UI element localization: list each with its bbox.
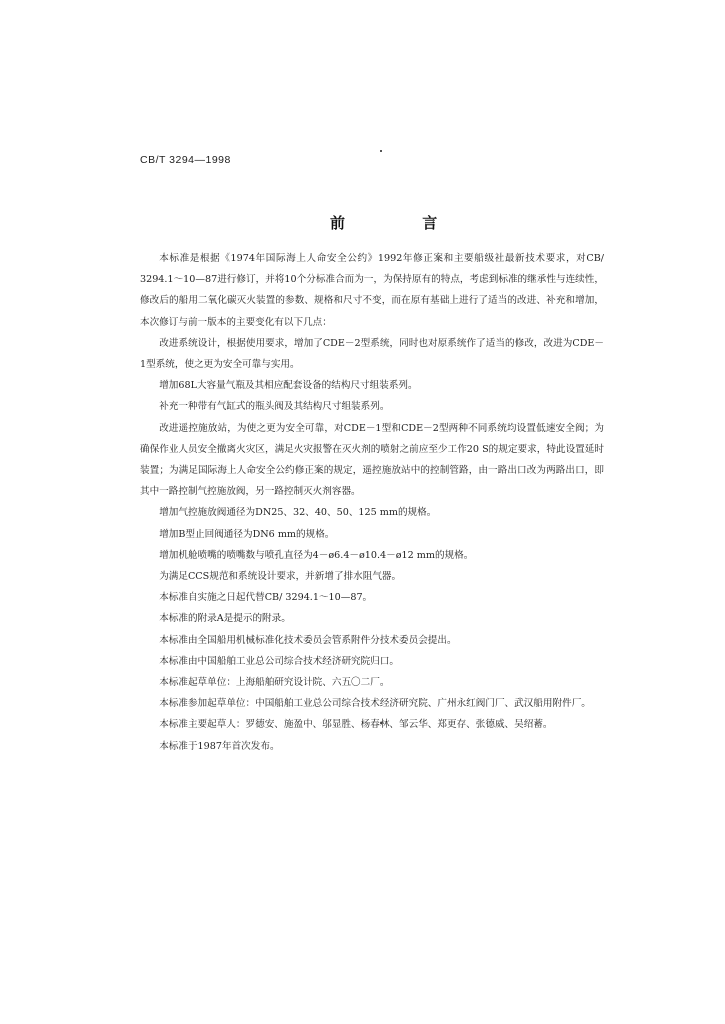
paragraph: 补充一种带有气缸式的瓶头阀及其结构尺寸组装系列。 [159, 401, 390, 413]
paragraph: 增加机舱喷嘴的喷嘴数与喷孔直径为4－ø6.4－ø10.4－ø12 mm的规格。 [159, 549, 474, 561]
paragraph: 本标准自实施之日起代替CB/ 3294.1～10—87。 [159, 592, 373, 604]
paragraph: 本标准由全国船用机械标准化技术委员会管系附件分技术委员会提出。 [159, 634, 457, 646]
paragraph: 本标准主要起草人：罗德安、施盈中、邬显胜、杨春林、邹云华、郑更存、张德威、吴绍蓄。 [159, 719, 553, 731]
paragraph: 本标准参加起草单位：中国船舶工业总公司综合技术经济研究院、广州永红阀门厂、武汉船用附件厂。 [159, 698, 591, 710]
paragraph: 本标准由中国船舶工业总公司综合技术经济研究院归口。 [159, 655, 400, 667]
paragraph: 本标准是根据《1974年国际海上人命安全公约》1992年修正案和主要船级社最新技术要求，对CB/ 3294.1～10—87进行修订，并将10个分标准合而为一，为保持原有的特点，考虑到标准的继承性与连续性，修改后的船用二氧化碳灭火装置的参数、规格和尺寸不变，而在原有基础上进行了适当的改进、补充和增加，本次修订与前一版本的主要变化有以下几点： [140, 253, 604, 328]
standard-code: CB/T 3294—1998 [140, 154, 231, 166]
paragraph: 增加B型止回阀通径为DN6 mm的规格。 [159, 528, 335, 540]
page-title: 前 言 [330, 214, 474, 232]
paragraph: 增加68L大容量气瓶及其相应配套设备的结构尺寸组装系列。 [159, 380, 418, 392]
paragraph: 本标准起草单位：上海船舶研究设计院、六五〇二厂。 [159, 677, 390, 689]
paragraph: 本标准于1987年首次发布。 [159, 740, 280, 752]
paragraph: 增加气控施放阀通径为DN25、32、40、50、125 mm的规格。 [159, 507, 437, 519]
paragraph: 改进系统设计，根据使用要求，增加了CDE－2型系统，同时也对原系统作了适当的修改，改进为CDE－1型系统，使之更为安全可靠与实用。 [140, 337, 604, 371]
preface-body [140, 248, 604, 757]
paragraph: 改进遥控施放站，为使之更为安全可靠，对CDE－1型和CDE－2型两种不同系统均设置低速安全阀；为确保作业人员安全撤离火灾区，满足火灾报警在灭火剂的喷射之前应至少工作20 S的规定要求，特此设置延时装置；为满足国际海上人命安全公约修正案的规定，遥控施放站中的控制管路，由一路出口改为两路出口，即其中一路控制气控施放阀，另一路控制灭火剂容器。 [140, 422, 604, 498]
scan-speck-top [380, 150, 382, 152]
paragraph: 本标准的附录A是提示的附录。 [159, 613, 291, 625]
paragraph: 为满足CCS规范和系统设计要求，并新增了排水阻气器。 [159, 571, 402, 583]
